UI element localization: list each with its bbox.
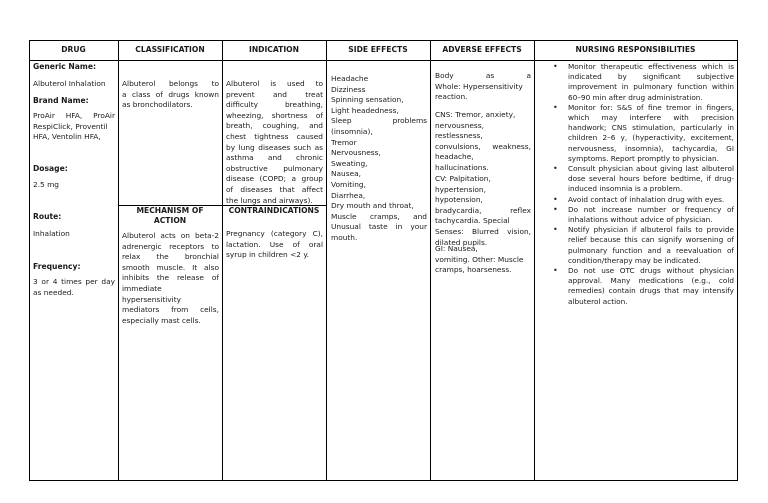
dosage-label: Dosage:	[33, 164, 68, 173]
col-border-4	[430, 40, 431, 481]
col-border-0	[29, 40, 30, 481]
nursing-item: • Consult physician about giving last albuterol dose several hours before bedtime, if drug- induced insomnia is a problem.	[553, 164, 734, 194]
adverse-cv-text: CV: Palpitation, hypertension, hypotension, bradycardia, reflex tachycardia. Special Senses: Blurred vision, dilated pupils.	[435, 174, 531, 247]
indication-text: Albuterol is used to prevent and treat difficulty breathing, wheezing, shortness of breath, coughing, and chest tightness caused by lung diseases such as asthma and chronic obstructive pulmonary disease (COPD; a group of diseases that affect the lungs and airways).	[226, 79, 323, 205]
generic-name-label: Generic Name:	[33, 62, 97, 71]
side-effects-text: Headache Dizziness Spinning sensation, Light headedness, Sleep problems (insomnia), Tremor Nervousness, Sweating, Nausea, Vomiting, Diarrhea, Dry mouth and throat, Muscle cramps, and Unusual taste in your mouth.	[331, 74, 427, 242]
adverse-body-text: Body as a Whole: Hypersensitivity reaction.	[435, 71, 531, 102]
header-nursing: NURSING RESPONSIBILITIES	[575, 45, 696, 54]
header-classification: CLASSIFICATION	[135, 45, 205, 54]
nursing-item: • Avoid contact of inhalation drug with eyes.	[553, 194, 725, 204]
bullet-icon: •	[553, 62, 558, 71]
bullet-icon: •	[553, 204, 558, 214]
dosage-value: 2.5 mg	[33, 180, 59, 189]
col-border-2	[222, 40, 223, 481]
header-bottom-border	[29, 60, 738, 61]
table-top-border	[29, 40, 738, 41]
brand-name-value: ProAir HFA, ProAir RespiClick, Proventil HFA, Ventolin HFA,	[33, 111, 115, 142]
col-border-1	[118, 40, 119, 481]
nursing-item: • Monitor for: S&S of fine tremor in fingers, which may interfere with precision handwork; CNS stimulation, particularly in children 2–6 y, (hyperactivity, excitement, nervousness, insomnia), tachycardia, GI symptoms. Report promptly to physician.	[553, 102, 734, 163]
mechanism-title: MECHANISM OF ACTION	[136, 206, 204, 225]
col-border-6	[737, 40, 738, 481]
nursing-list	[553, 62, 734, 307]
brand-name-label: Brand Name:	[33, 96, 89, 105]
contraindications-text: Pregnancy (category C), lactation. Use of oral syrup in children <2 y.	[226, 229, 323, 260]
generic-name-value: Albuterol Inhalation	[33, 79, 106, 88]
col-border-5	[534, 40, 535, 481]
nursing-item: • Notify physician if albuterol fails to provide relief because this can signify worsening of pulmonary function and a reevaluation of condition/therapy may be indicated.	[553, 225, 734, 265]
bullet-icon: •	[553, 225, 558, 235]
classification-text: Albuterol belongs to a class of drugs known as bronchodilators.	[122, 79, 219, 110]
bullet-icon: •	[553, 266, 558, 276]
mechanism-text: Albuterol acts on beta-2 adrenergic receptors to relax the bronchial smooth muscle. It also inhibits the release of immediate hypersensitivity mediators from cells, especially mast cells.	[122, 231, 219, 325]
table-bottom-border	[29, 480, 738, 481]
bullet-icon: •	[553, 164, 558, 174]
bullet-icon: •	[553, 102, 558, 112]
header-indication: INDICATION	[249, 45, 299, 54]
nursing-item: • Do not increase number or frequency of inhalations without advice of physician.	[553, 204, 734, 225]
route-value: Inhalation	[33, 229, 70, 238]
nursing-item: • Monitor therapeutic effectiveness which is indicated by significant subjective improvement in pulmonary function within 60–90 min after drug administration.	[553, 62, 734, 102]
header-side-effects: SIDE EFFECTS	[348, 45, 408, 54]
header-adverse-effects: ADVERSE EFFECTS	[442, 45, 522, 54]
nursing-item: • Do not use OTC drugs without physician approval. Many medications (e.g., cold remedies) contain drugs that may intensify albuterol action.	[553, 266, 734, 306]
frequency-label: Frequency:	[33, 262, 81, 271]
route-label: Route:	[33, 212, 62, 221]
frequency-value: 3 or 4 times per day as needed.	[33, 277, 115, 297]
adverse-cns-text: CNS: Tremor, anxiety, nervousness, restlessness, convulsions, weakness, headache, hallucinations.	[435, 110, 531, 172]
adverse-gi-text: GI: Nausea, vomiting. Other: Muscle cramps, hoarseness.	[435, 244, 524, 275]
bullet-icon: •	[553, 194, 558, 204]
header-drug: DRUG	[61, 45, 86, 54]
contraindications-title: CONTRAINDICATIONS	[228, 206, 320, 215]
col-border-3	[326, 40, 327, 481]
